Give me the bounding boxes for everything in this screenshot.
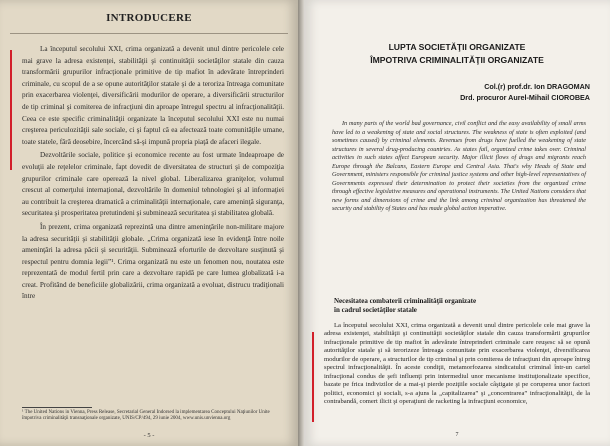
section-heading-line-1: Necesitatea combaterii criminalităţii organizate xyxy=(334,297,477,305)
section-heading-line-2: în cadrul societăţilor statale xyxy=(334,306,417,314)
author-2: Drd. procuror Aurel-Mihail CIOROBEA xyxy=(460,93,590,102)
left-page-number: - 5 - xyxy=(143,432,155,439)
article-title-line-2: ÎMPOTRIVA CRIMINALITĂŢII ORGANIZATE xyxy=(370,55,544,65)
intro-paragraph-1: La începutul secolului XXI, crima organizată a devenit unul dintre pericolele cele mai grave la adresa existenţei, stabilităţii şi continuităţii societăţilor statale din cauza transformării grupurilor infracţionale primitive de tip mafiot în adevărate întreprinderi criminale, cu scopul de a se opune autorităţilor statale şi de a teroriza întreaga comunitate prin exacerbarea violenţei, diversificării modurilor de operare, a diversificării structurilor de tip criminal şi comiterea de infracţiuni din aproape întregul spectru al infracţionalităţii. Ceea ce este specific criminalităţii organizate la începutul secolului XXI este nu numai creşterea periculozităţii sale sociale, ci şi faptul că ea afectează toate comunităţile umane, toate statele, fără deosebire, încercând să-şi impună propria piaţă de afaceri ilegale. xyxy=(22,45,284,146)
introduction-body xyxy=(22,44,284,305)
introduction-title: INTRODUCERE xyxy=(106,12,192,24)
footnote-separator xyxy=(22,407,92,408)
footnote-text: ¹ The United Nations in Vienna, Press Release, Secretarial General Indorsed la implementarea Conceptului Naţiunilor Unite împotriva criminalităţii transnaţionale organizate, UNIS/CP/494, 29 iunie 2004, www.unis.unvienna.org xyxy=(22,410,270,422)
intro-paragraph-2: Dezvoltările sociale, politice şi economice recente au fost urmate îndeaproape de evoluţii ale reţelelor criminale, fapt dovedit de diversitatea de structuri şi de compoziţia grupurilor criminale care operează la nivel global. Liberalizarea graniţelor, volumul crescut al comerţului internaţional, dezvoltările în domeniul tehnologiei şi al informaţiei au contribuit la creşterea dramatică a criminalităţii internaţionale, care ameninţă siguranţa, securitatea şi prosperitatea pretutindeni şi subminează securitatea şi stabilitatea globală. xyxy=(22,151,284,218)
title-divider xyxy=(10,33,288,34)
author-1: Col.(r) prof.dr. Ion DRAGOMAN xyxy=(484,82,590,91)
right-highlight-bar xyxy=(312,332,314,422)
article-title-line-1: LUPTA SOCIETĂŢII ORGANIZATE xyxy=(388,42,526,52)
left-highlight-bar xyxy=(10,50,12,170)
intro-paragraph-3: În prezent, crima organizată reprezintă una dintre ameninţările non-militare majore la adresa securităţii şi stabilităţii globale. „Crima organizată iese în evidenţă între noile ameninţări la adresa păcii şi securităţii. Subminează eforturile de dezvoltare susţinută şi respectul pentru domnia legii”¹. Crima organizată nu este un fenomen nou, noutatea este reprezentată de modul fertil prin care a dezvoltare rapidă pe care lumea globalizată i-a creat. Profitând de beneficiile globalizării, crima organizată a evoluat, distrucu tradiţionali între xyxy=(22,222,284,301)
left-book-page xyxy=(0,0,298,446)
article-body-text: La începutul secolului XXI, crima organizată a devenit unul dintre pericolele cele mai grave la adresa existenţei, stabilităţii şi continuităţii societăţilor statale din cauza transformării grupurilor infracţionale primitive de tip mafiot în adevărate întreprinderi criminale care reuşesc să se opună autorităţilor statale şi să terorizeze întreaga comunitate prin exacerbarea violenţei, diversificarea modurilor de operare, a structurilor de tip criminal şi prin comiterea de infracţiuni din aproape întreg spectrul infracţionalităţii. În aceste condiţii, metamorfozarea sindicatului criminal într-un cartel infracţional condus de şefi influenţi prin intermediul unor mecanisme instituţionalizate specifice, bazate pe frica indivizilor de a mai-şi pierde poziţiile sociale câştigate şi pe coruperea unor factori politici, economici şi sociali, s-a ajuns la „capitalizarea” şi „concentrarea” infracţionalităţii, de la contrabandă, comert ilicit şi operaţiuni de racketing la infracţiuni economice, xyxy=(324,322,590,406)
right-book-page xyxy=(304,0,610,446)
right-page-number: 7 xyxy=(455,432,459,438)
abstract-text: In many parts of the world bad governance, civil conflict and the easy availability of small arms have led to a weakening of state and social structures. The weakness of state is often exploited (and sometimes caused) by criminal elements. Revenues from drugs have fuelled the weakening of state structures in several drug-producing countries. As states fail, organized crime takes over. Criminal activities in such states affect European security. Major illicit flows of drugs and migrants reach Europe through the Balcans, Eastern Europe and Central Asia. That's why Heads of State and Government, ministers responsible for criminal justice systems and other high-level representatives of Governments expressed their determination to protect their societies from the organized crime through effective legislative measures and operational instruments. The United Nations considers that new forms and dimensions of crime and the link among criminal organization has threatened the security and stability of States and has made global action imperative. xyxy=(332,120,586,212)
